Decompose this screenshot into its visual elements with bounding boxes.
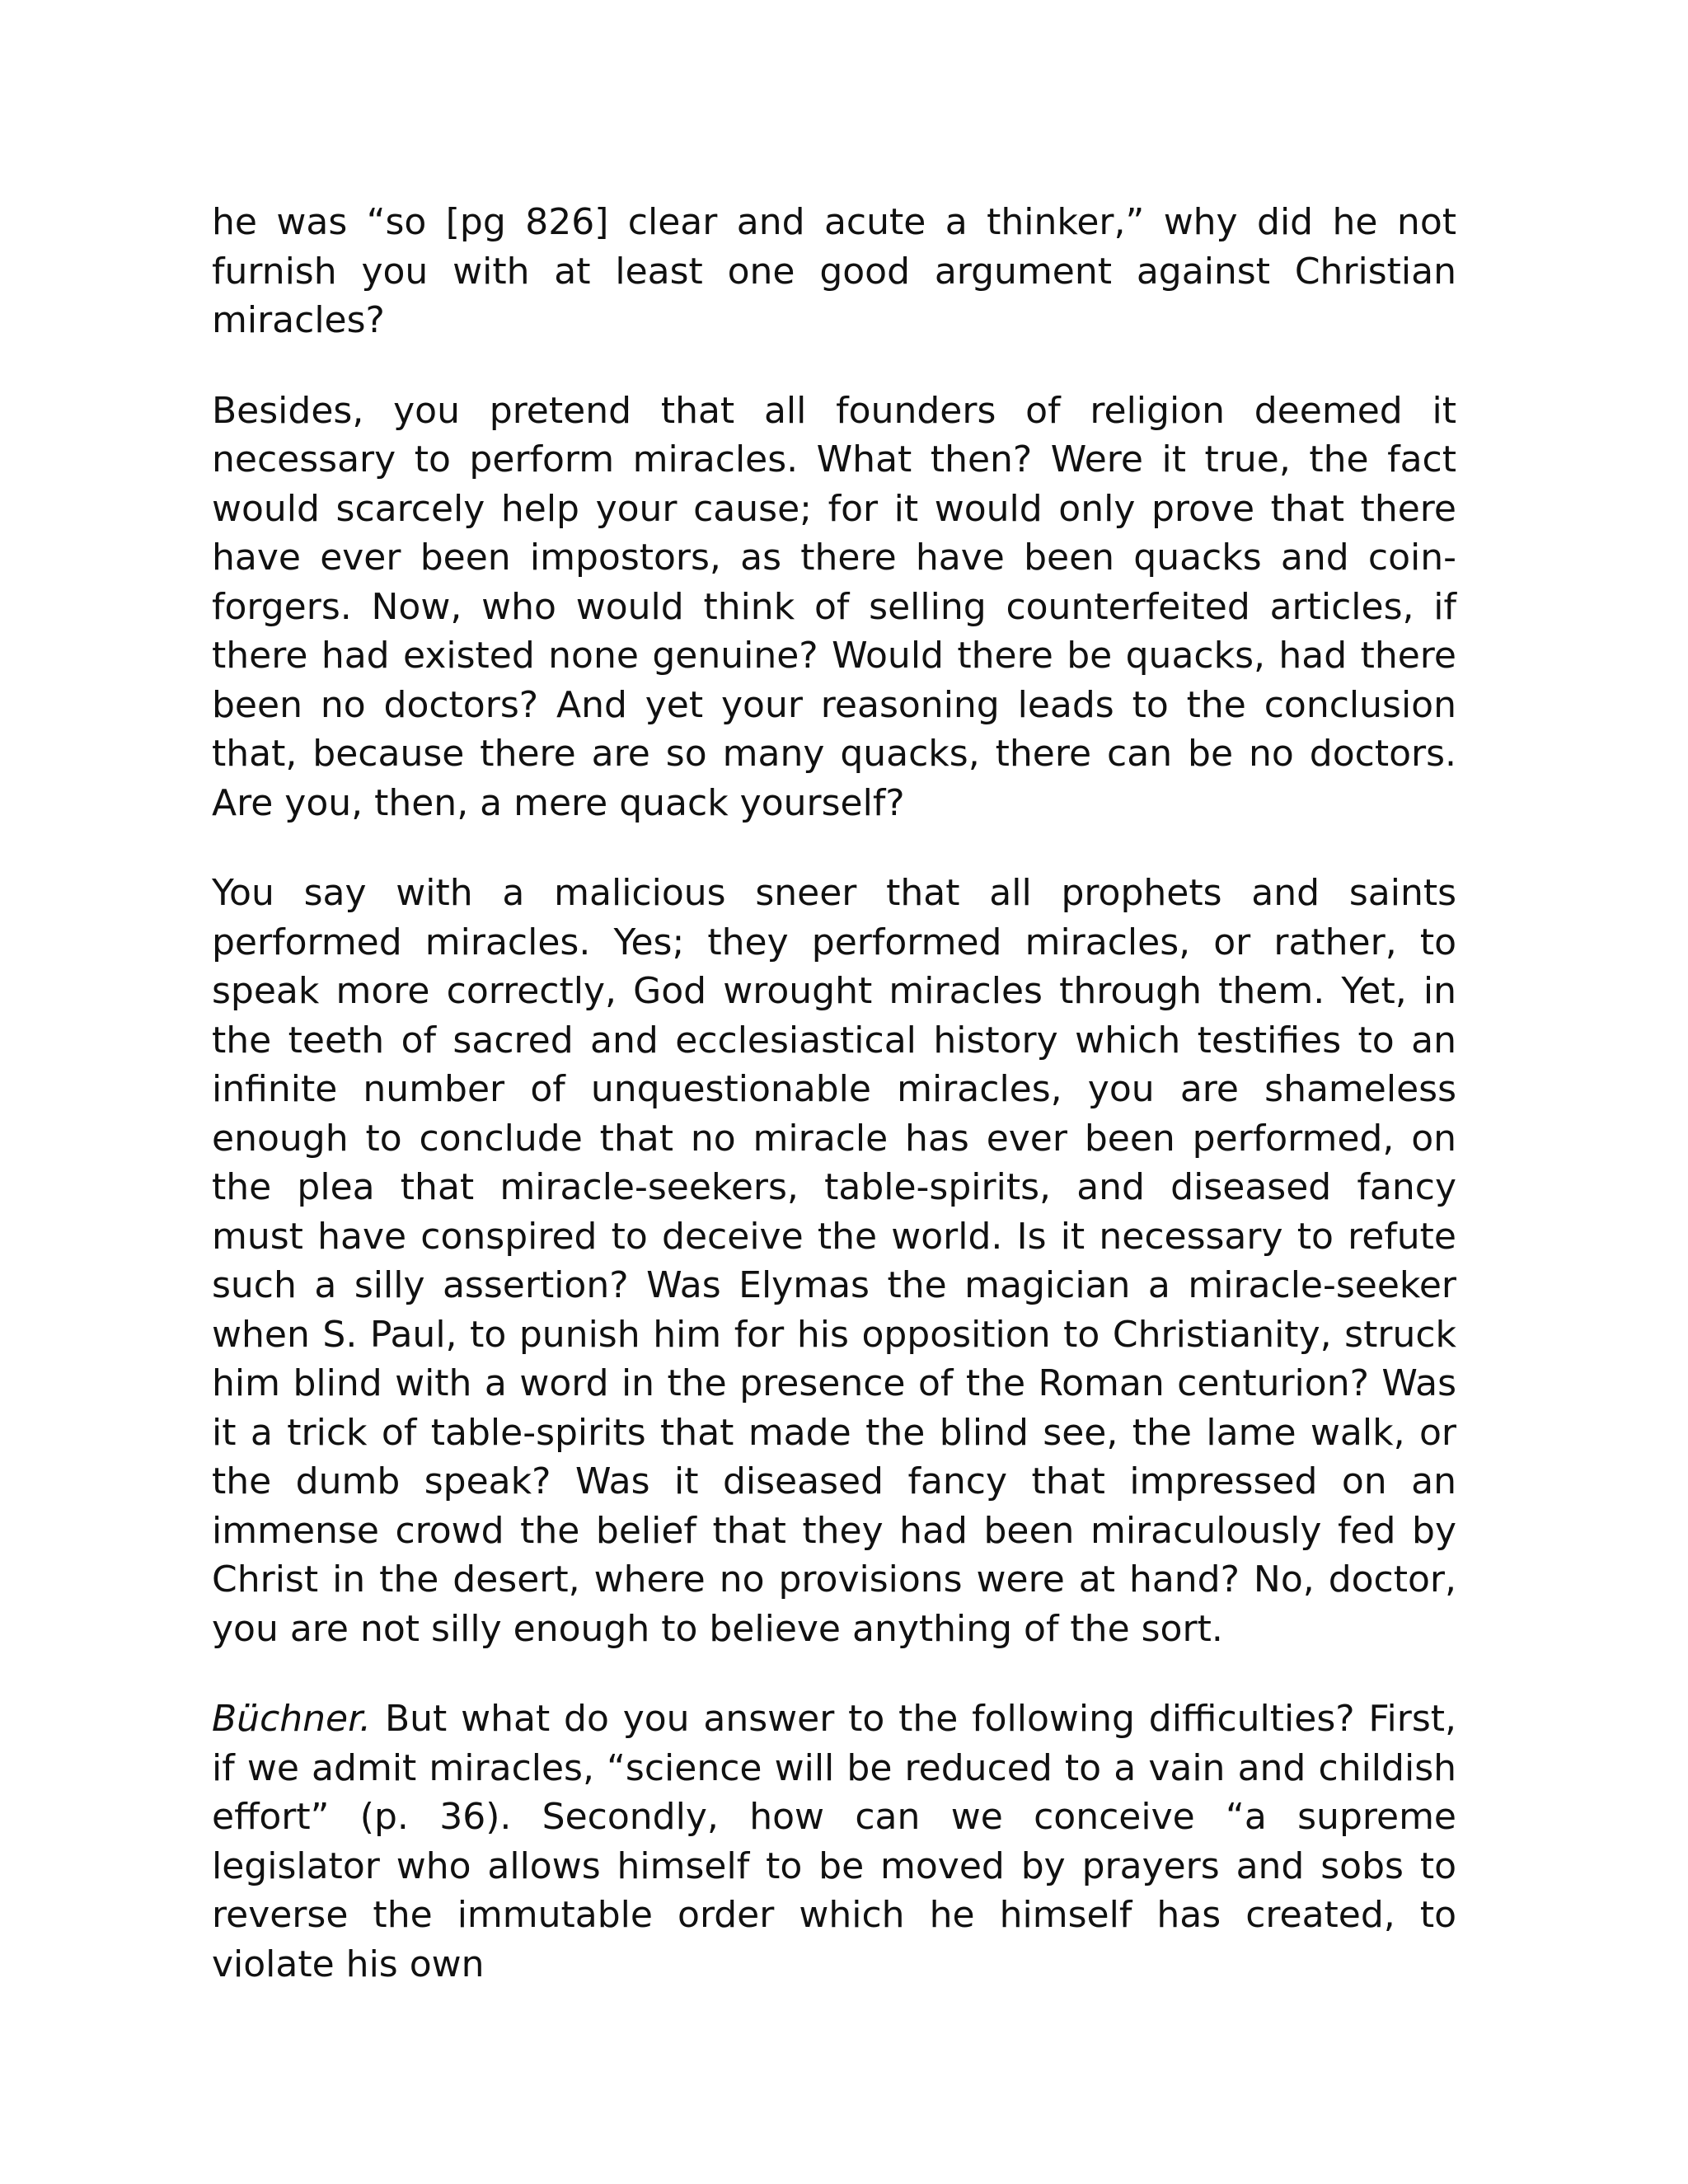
page-body [212,198,1456,2030]
paragraph-2: Besides, you pretend that all founders of religion deemed it necessary to perform miracles. What then? Were it true, the fact would scarcely help your cause; for it would only prove that there have ever been impostors, as there have been quacks and coin-forgers. Now, who would think of selling counterfeited articles, if there had existed none genuine? Would there be quacks, had there been no doctors? And yet your reasoning leads to the conclusion that, because there are so many quacks, there can be no doctors. Are you, then, a mere quack yourself? [212,389,1456,824]
speaker-name: Büchner. [212,1698,372,1740]
paragraph-4 [212,1694,1456,1989]
paragraph-1: he was “so [pg 826] clear and acute a thinker,” why did he not furnish you with at least one good argument against Christian miracles? [212,201,1456,341]
dialogue-text: But what do you answer to the following difficulties? First, if we admit miracles, “science will be reduced to a vain and childish effort” (p. 36). Secondly, how can we conceive “a supreme legislator who allows himself to be moved by prayers and sobs to reverse the immutable order which he himself has created, to violate his own [212,1698,1456,1985]
paragraph-3: You say with a malicious sneer that all prophets and saints performed miracles. Yes; they performed miracles, or rather, to speak more correctly, God wrought miracles through them. Yet, in the teeth of sacred and ecclesiastical history which testifies to an infinite number of unquestionable miracles, you are shameless enough to conclude that no miracle has ever been performed, on the plea that miracle-seekers, table-spirits, and diseased fancy must have conspired to deceive the world. Is it necessary to refute such a silly assertion? Was Elymas the magician a miracle-seeker when S. Paul, to punish him for his opposition to Christianity, struck him blind with a word in the presence of the Roman centurion? Was it a trick of table-spirits that made the blind see, the lame walk, or the dumb speak? Was it diseased fancy that impressed on an immense crowd the belief that they had been miraculously fed by Christ in the desert, where no provisions were at hand? No, doctor, you are not silly enough to believe anything of the sort. [212,872,1456,1650]
